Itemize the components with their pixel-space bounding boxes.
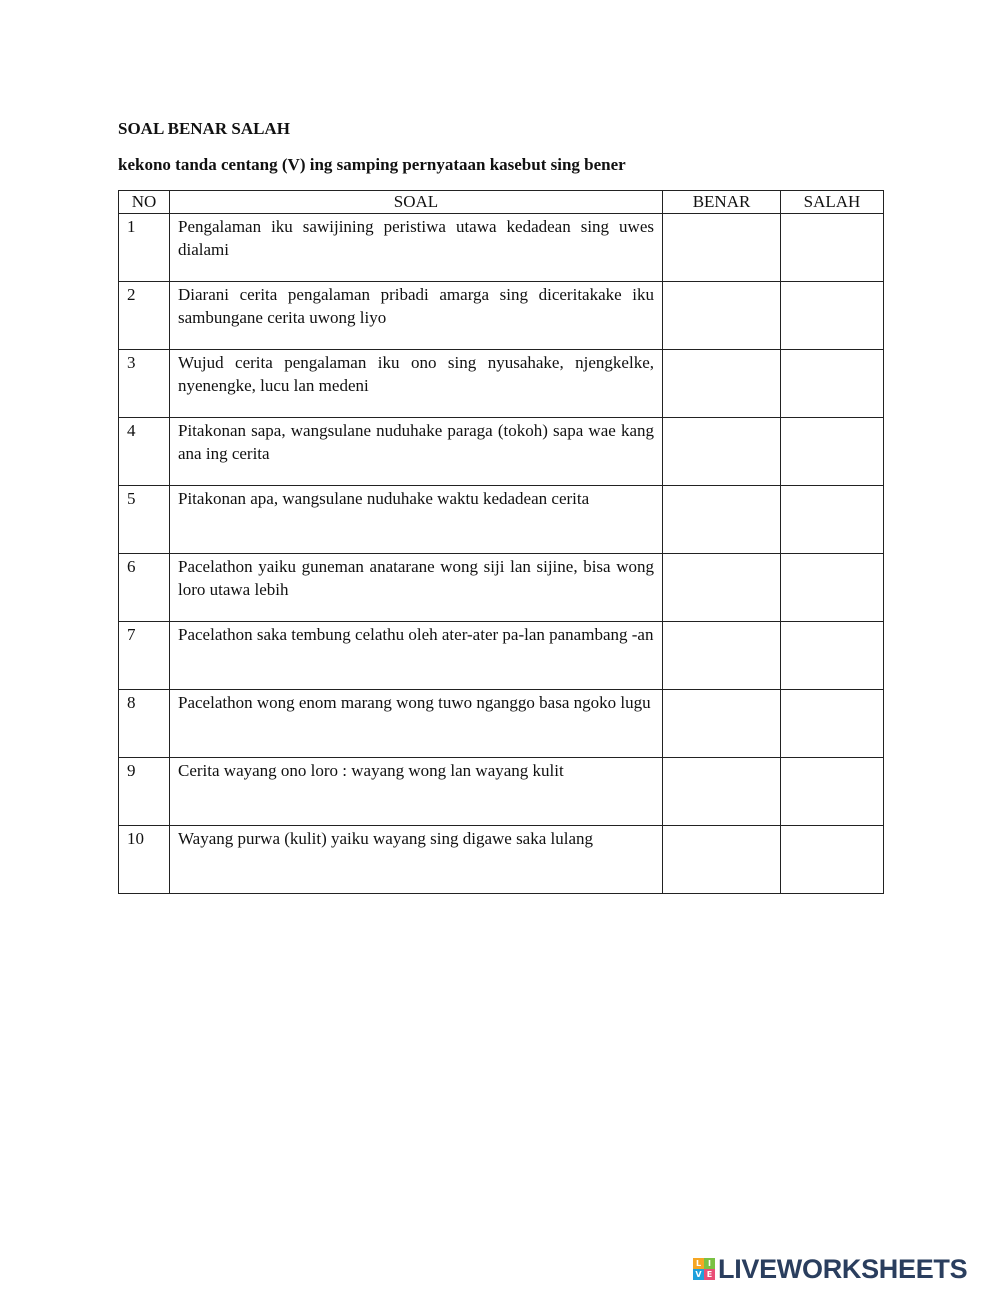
salah-answer-cell[interactable]	[781, 826, 884, 894]
table-row	[119, 418, 884, 486]
row-number: 2	[119, 282, 170, 350]
table-row	[119, 350, 884, 418]
table-row	[119, 622, 884, 690]
question-text: Pacelathon yaiku guneman anatarane wong siji lan sijine, bisa wong loro utawa lebih	[170, 554, 663, 622]
benar-answer-cell[interactable]	[663, 418, 781, 486]
logo-text: LIVEWORKSHEETS	[718, 1253, 968, 1284]
salah-answer-cell[interactable]	[781, 214, 884, 282]
table-row	[119, 486, 884, 554]
table-row	[119, 282, 884, 350]
question-text: Pitakonan apa, wangsulane nuduhake waktu kedadean cerita	[170, 486, 663, 554]
benar-answer-cell[interactable]	[663, 826, 781, 894]
row-number: 6	[119, 554, 170, 622]
table-row	[119, 554, 884, 622]
header-no: NO	[119, 191, 170, 214]
question-text: Pengalaman iku sawijining peristiwa utawa kedadean sing uwes dialami	[170, 214, 663, 282]
row-number: 4	[119, 418, 170, 486]
question-text: Cerita wayang ono loro : wayang wong lan wayang kulit	[170, 758, 663, 826]
row-number: 8	[119, 690, 170, 758]
benar-answer-cell[interactable]	[663, 486, 781, 554]
benar-answer-cell[interactable]	[663, 622, 781, 690]
benar-answer-cell[interactable]	[663, 282, 781, 350]
logo-square-e: E	[704, 1269, 715, 1280]
salah-answer-cell[interactable]	[781, 350, 884, 418]
benar-answer-cell[interactable]	[663, 690, 781, 758]
salah-answer-cell[interactable]	[781, 282, 884, 350]
question-text: Pitakonan sapa, wangsulane nuduhake paraga (tokoh) sapa wae kang ana ing cerita	[170, 418, 663, 486]
row-number: 5	[119, 486, 170, 554]
liveworksheets-logo-icon	[693, 1258, 715, 1280]
salah-answer-cell[interactable]	[781, 622, 884, 690]
logo-square-i: I	[704, 1258, 715, 1269]
benar-answer-cell[interactable]	[663, 350, 781, 418]
row-number: 7	[119, 622, 170, 690]
question-text: Wujud cerita pengalaman iku ono sing nyusahake, njengkelke, nyenengke, lucu lan medeni	[170, 350, 663, 418]
logo-square-v: V	[693, 1269, 704, 1280]
table-header-row	[119, 191, 884, 214]
header-salah: SALAH	[781, 191, 884, 214]
quiz-table	[118, 190, 884, 894]
instruction-text: kekono tanda centang (V) ing samping pernyataan kasebut sing bener	[118, 155, 626, 174]
salah-answer-cell[interactable]	[781, 758, 884, 826]
page-title: SOAL BENAR SALAH	[118, 119, 290, 138]
salah-answer-cell[interactable]	[781, 418, 884, 486]
benar-answer-cell[interactable]	[663, 758, 781, 826]
table-row	[119, 826, 884, 894]
question-text: Pacelathon wong enom marang wong tuwo nganggo basa ngoko lugu	[170, 690, 663, 758]
question-text: Pacelathon saka tembung celathu oleh ater-ater pa-lan panambang -an	[170, 622, 663, 690]
row-number: 10	[119, 826, 170, 894]
header-soal: SOAL	[170, 191, 663, 214]
table-row	[119, 758, 884, 826]
header-benar: BENAR	[663, 191, 781, 214]
logo-square-l: L	[693, 1258, 704, 1269]
row-number: 9	[119, 758, 170, 826]
question-text: Diarani cerita pengalaman pribadi amarga sing diceritakake iku sambungane cerita uwong liyo	[170, 282, 663, 350]
salah-answer-cell[interactable]	[781, 690, 884, 758]
table-row	[119, 214, 884, 282]
table-row	[119, 690, 884, 758]
benar-answer-cell[interactable]	[663, 214, 781, 282]
benar-answer-cell[interactable]	[663, 554, 781, 622]
salah-answer-cell[interactable]	[781, 486, 884, 554]
row-number: 3	[119, 350, 170, 418]
liveworksheets-logo	[693, 1254, 967, 1284]
salah-answer-cell[interactable]	[781, 554, 884, 622]
row-number: 1	[119, 214, 170, 282]
question-text: Wayang purwa (kulit) yaiku wayang sing digawe saka lulang	[170, 826, 663, 894]
